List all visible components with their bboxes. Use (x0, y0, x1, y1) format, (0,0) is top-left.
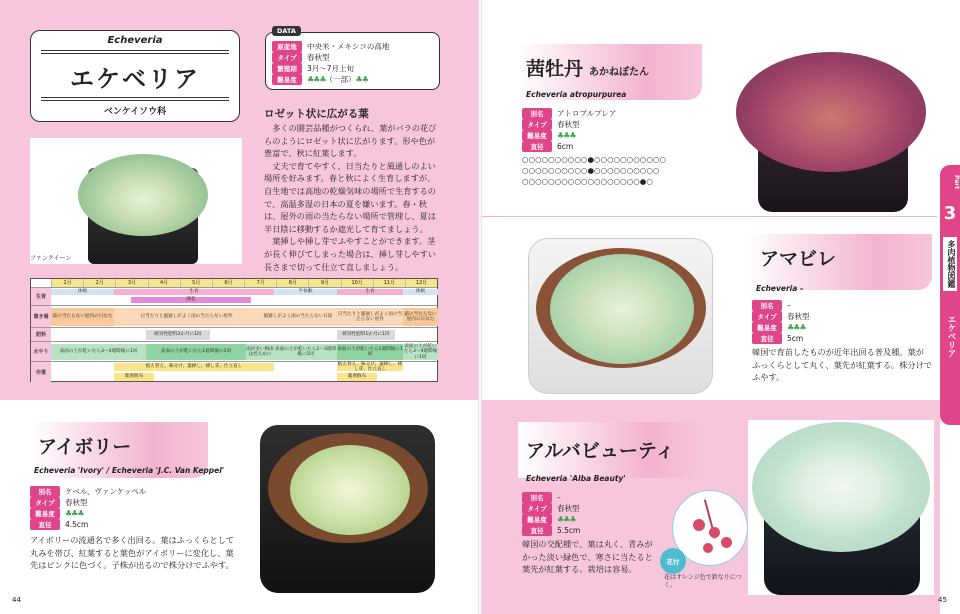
water-cell: 表面の土が乾いたら2〜3週間後に1回 (274, 344, 337, 360)
body-text (264, 122, 440, 273)
month-label: 2月 (83, 279, 115, 287)
akane-kanji: 茜牡丹 (526, 58, 584, 80)
stat-tag: タイプ (522, 503, 552, 514)
calendar-row-work (31, 361, 437, 382)
amabile-name: アマビレ (760, 248, 837, 270)
growth-active: 生育 (114, 289, 274, 295)
month-label: 12月 (405, 279, 437, 287)
data-row (272, 41, 389, 52)
akane-divider (482, 216, 937, 217)
flower-bud (709, 527, 720, 538)
stat-row (30, 519, 146, 530)
difficulty-leaf-icon: ♣♣ (355, 75, 368, 84)
stat-value: 6cm (557, 142, 574, 151)
title-rule-top (41, 50, 229, 51)
stat-value: 5.5cm (557, 526, 581, 535)
ivory-description: アイボリーの流通名で多く出回る。葉はふっくらとして丸みを帯び、紅葉すると葉色がアイボリーに変化し、葉先はピンクに色づく。子株が出るので株分けでふやす。 (30, 535, 234, 571)
dot-row: ○○○○○○○○○○○○○○○○○○●○ (522, 177, 653, 186)
akane-name (526, 54, 649, 81)
data-tag: タイプ (272, 52, 302, 63)
water-cell: 表面の土が乾いたら3〜4週間後に1回 (403, 343, 438, 360)
data-box (265, 27, 440, 90)
difficulty-leaf-icon: ♣♣♣ (557, 131, 576, 140)
stat-tag: 別名 (30, 486, 60, 497)
stat-row (30, 497, 146, 508)
data-row (272, 52, 389, 63)
growth-active: 生育 (337, 289, 403, 295)
stat-value: – (557, 493, 561, 502)
stat-value: 春秋型 (557, 120, 580, 129)
alba-latin: Echeveria 'Alba Beauty' (526, 474, 626, 483)
month-label: 10月 (341, 279, 373, 287)
ivory-photo (240, 415, 445, 593)
amabile-latin: Echeveria – (756, 284, 804, 293)
data-row (272, 63, 389, 74)
flower-bud (703, 543, 713, 553)
genus-latin: Echeveria (107, 35, 163, 46)
calendar-row-growth (31, 287, 437, 305)
succulent-rosette (78, 154, 208, 236)
pest-cell: 薬剤散布 (114, 373, 154, 381)
data-value: 3月～7月上旬 (307, 64, 355, 73)
water-cell: 雨が多い梅雨は控えめに (246, 344, 274, 360)
calendar-row-fertilizer (31, 327, 437, 341)
akane-stats (522, 108, 616, 152)
stat-tag: タイプ (30, 497, 60, 508)
stat-tag: 直径 (752, 333, 782, 344)
calendar-row-place (31, 305, 437, 327)
row-label: 生育 (31, 288, 51, 305)
page-number-left: 44 (12, 596, 21, 604)
place-cell: 日当たりと風通しがよく雨の当たらない屋外 (337, 308, 403, 326)
growth-dormant: 休眠 (51, 289, 114, 295)
month-label: 7月 (244, 279, 276, 287)
title-rule-bottom (41, 97, 229, 98)
stat-row (752, 311, 810, 322)
stat-tag: 難易度 (30, 508, 60, 519)
row-label: 肥料 (31, 328, 51, 341)
data-value: 中央米・メキシコの高地 (307, 42, 390, 51)
stat-row (752, 333, 810, 344)
body-paragraph: 葉挿しや挿し芽でふやすことができます。茎が長く伸びてしまった場合は、挿し芽しやすい長さまで切って仕立て直しましょう。 (264, 236, 436, 272)
stat-value: 春秋型 (65, 498, 88, 507)
main-photo (30, 138, 242, 264)
akane-photo (728, 42, 933, 212)
data-rows (272, 41, 389, 85)
row-label: 置き場 (31, 306, 51, 327)
water-cell: 表面の土が乾いたら1週間後に1回 (337, 344, 403, 360)
stat-row (752, 322, 810, 333)
pest-cell: 薬剤散布 (337, 373, 377, 381)
month-label: 8月 (276, 279, 308, 287)
amabile-stats (752, 300, 810, 344)
title-rule-bottom2 (41, 100, 229, 101)
difficulty-leaf-icon: ♣♣♣ (65, 509, 84, 518)
body-paragraph: 丈夫で育てやすく、日当たりと風通しのよい場所を好みます。春と秋によく生育しますが、自生地では高地の乾燥気味の場所で生育するので、高温多湿の日本の夏を嫌います。春・秋は、屋外の雨の当たらない場所で管理し、夏は半日陰に移動するか遮光して育てましょう。 (264, 160, 436, 234)
stat-row (522, 130, 616, 141)
data-tag: 原産地 (272, 41, 302, 52)
stat-value: – (787, 301, 791, 310)
family-name: ベンケイソウ科 (103, 107, 167, 117)
work-cell: 植え替え、株分け、葉挿し、挿し芽、仕立直し (337, 361, 403, 372)
amabile-description: 韓国で育苗したものが近年出回る普及種。葉がふっくらとして丸く、葉先が紅葉する。株分けでふやす。 (752, 347, 932, 383)
flower-bud (721, 537, 732, 548)
stat-value: 4.5cm (65, 520, 89, 529)
stat-row (522, 525, 580, 536)
stat-tag: 直径 (522, 525, 552, 536)
month-label: 6月 (212, 279, 244, 287)
month-label: 3月 (115, 279, 147, 287)
dot-row: ○○○○○○○○○○●○○○○○○○○○○ (522, 166, 660, 175)
calendar-months (51, 279, 437, 287)
difficulty-leaf-icon: ♣♣♣ (307, 75, 326, 84)
month-label: 5月 (180, 279, 212, 287)
month-label: 11月 (373, 279, 405, 287)
place-cell: 日当たりと風通しがよく雨の当たらない屋外 (114, 308, 259, 326)
part-number: 3 (943, 203, 957, 224)
data-tag: 難易度 (272, 74, 302, 85)
alba-name: アルバビューティ (526, 440, 675, 462)
part-subtitle: エケベリア (946, 315, 956, 358)
stat-row (522, 108, 616, 119)
stat-tag: 別名 (522, 492, 552, 503)
difficulty-leaf-icon: ♣♣♣ (557, 515, 576, 524)
place-cell: 霜の当たらない屋内の日なた (51, 308, 114, 326)
stat-row (30, 486, 146, 497)
growth-semi: 半休眠 (274, 289, 337, 295)
stat-tag: 難易度 (752, 322, 782, 333)
water-cell: 表面の土が乾いたら3〜4週間後に1回 (51, 344, 146, 360)
place-cell: 霜の当たらない屋内の日なた (403, 308, 438, 326)
stat-value: 5cm (787, 334, 804, 343)
fert-cell: 緩効性肥料2か月に1回 (146, 330, 210, 340)
month-label: 4月 (148, 279, 180, 287)
stat-value: ケベル、ヴァンケッペル (65, 487, 147, 496)
genus-title-box (30, 30, 240, 122)
genus-jp-title: エケベリア (70, 65, 200, 93)
month-label: 9月 (308, 279, 340, 287)
succulent-rosette (752, 422, 930, 552)
data-row (272, 74, 389, 85)
stat-tag: タイプ (752, 311, 782, 322)
growth-dormant: 休眠 (403, 289, 438, 295)
alba-photo (748, 420, 934, 595)
flower-badge: 花付 (660, 548, 686, 574)
stat-tag: 別名 (522, 108, 552, 119)
alba-description: 韓国の交配種で、葉は丸く、青みがかった淡い緑色で、寒さに当たると葉先が紅葉する。栽培は容易。 (522, 539, 653, 575)
dot-row: ○○○○○○○○○○●○○○○○○○○○○○ (522, 155, 666, 164)
row-label: 作業 (31, 362, 51, 382)
ivory-latin: Echeveria 'Ivory' / Echeveria 'J.C. Van Keppel' (34, 466, 225, 475)
stat-tag: タイプ (522, 119, 552, 130)
title-rule-top2 (41, 53, 229, 54)
succulent-rosette (550, 254, 694, 364)
stat-tag: 難易度 (522, 130, 552, 141)
part-label: Part (953, 175, 960, 190)
work-cell: 植え替え、株分け、葉挿し、挿し芽、仕立直し (114, 363, 274, 371)
photo-caption: ファンクイーン (30, 255, 72, 262)
stat-row (522, 492, 580, 503)
flowering: 開花 (131, 297, 251, 303)
stat-row (752, 300, 810, 311)
stat-tag: 直径 (522, 141, 552, 152)
data-tag: 繁殖期 (272, 63, 302, 74)
place-cell: 風通しがよく雨の当たらない日陰 (259, 308, 337, 326)
succulent-rosette (736, 52, 926, 172)
akane-reading: あかねぼたん (589, 67, 650, 78)
care-calendar (30, 278, 438, 382)
stat-tag: 直径 (30, 519, 60, 530)
part-title: 多肉植物図鑑 (943, 237, 957, 291)
stat-value: 春秋型 (787, 312, 810, 321)
calendar-row-water (31, 341, 437, 361)
month-label: 1月 (51, 279, 83, 287)
akane-latin: Echeveria atropurpurea (526, 90, 627, 99)
stat-row (522, 514, 580, 525)
succulent-rosette (290, 445, 410, 535)
alba-stats (522, 492, 580, 536)
stat-value: アトロプルプレア (557, 109, 617, 118)
flower-note: 花はオレンジ色で鈴なりにつく。 (664, 574, 742, 589)
akane-calendar-dots (522, 154, 666, 187)
data-value: 春秋型 (307, 53, 330, 62)
ivory-stats (30, 486, 146, 530)
difficulty-leaf-icon: ♣♣♣ (787, 323, 806, 332)
body-paragraph: 多くの園芸品種がつくられ、葉がバラの花びらのようにロゼット状に広がります。形や色が豊富で、秋に紅葉します。 (264, 123, 437, 159)
flower-bud (693, 519, 705, 531)
data-label: DATA (272, 26, 301, 36)
amabile-photo (518, 224, 718, 394)
stat-value: 春秋型 (557, 504, 580, 513)
water-cell: 表面の土が乾いたら1週間後に1回 (146, 344, 246, 360)
section-heading: ロゼット状に広がる葉 (264, 108, 369, 120)
fert-cell: 緩効性肥料1か月に1回 (337, 330, 395, 340)
row-label: 水やり (31, 342, 51, 361)
stat-tag: 別名 (752, 300, 782, 311)
stat-row (30, 508, 146, 519)
ivory-name: アイボリー (38, 436, 132, 458)
stat-row (522, 503, 580, 514)
page-number-right: 45 (938, 596, 947, 604)
stat-tag: 難易度 (522, 514, 552, 525)
part-tab-inner (940, 165, 960, 425)
stat-row (522, 141, 616, 152)
stat-row (522, 119, 616, 130)
data-value: （一部） (325, 75, 356, 84)
